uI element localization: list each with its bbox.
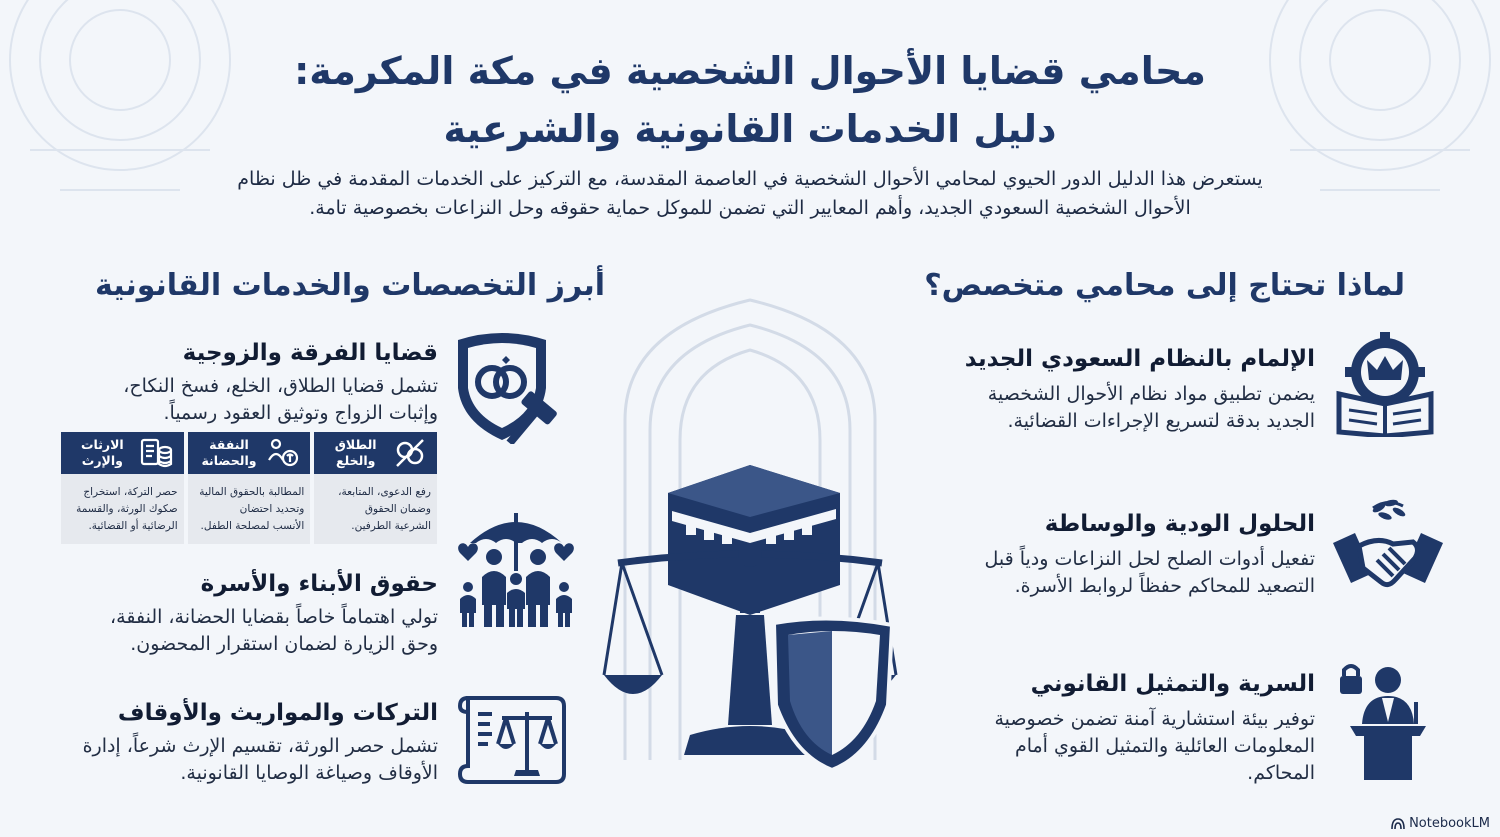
shield-rings-gavel-icon (454, 326, 584, 444)
card-inheritance (61, 432, 184, 544)
card-label: النفقة (209, 437, 249, 452)
card-label: والخلع (335, 453, 376, 468)
why-item-title: السرية والتمثيل القانوني (1030, 671, 1315, 697)
service-item-title: حقوق الأبناء والأسرة (200, 571, 438, 597)
card-divorce (314, 432, 437, 544)
why-heading: لماذا تحتاج إلى محامي متخصص؟ (924, 268, 1405, 303)
page-title-line2: دليل الخدمات القانونية والشرعية (443, 107, 1057, 151)
service-item-desc: تولي اهتماماً خاصاً بقضايا الحضانة، النفقة، (110, 606, 438, 628)
card-text: حصر التركة، استخراج (83, 486, 178, 498)
lawyer-podium-lock-icon (1336, 664, 1436, 782)
service-item-title: التركات والمواريث والأوقاف (117, 700, 438, 726)
document-coins-icon (139, 436, 173, 470)
card-text: الرضائية أو القضائية. (88, 520, 178, 532)
family-umbrella-icon (456, 505, 576, 630)
intro-line2: الأحوال الشخصية السعودي الجديد، وأهم المعايير التي تضمن للموكل حماية حقوقه وحل النزاعات بخصوصية تامة. (309, 197, 1191, 219)
card-text: وضمان الحقوق (364, 503, 431, 515)
service-item-desc: تشمل قضايا الطلاق، الخلع، فسخ النكاح، (123, 375, 438, 397)
card-text: صكوك الورثة، والقسمة (76, 503, 178, 515)
why-item-title: الحلول الودية والوساطة (1044, 511, 1315, 537)
card-text: رفع الدعوى، المتابعة، (338, 486, 431, 498)
service-item-marriage (60, 337, 438, 427)
kaaba-scales-shield-icon (600, 455, 900, 775)
service-item-desc: وإثبات الزواج وتوثيق العقود رسمياً. (163, 402, 438, 424)
card-label: والإرث (81, 453, 123, 468)
service-item-desc: الأوقاف وصياغة الوصايا القانونية. (180, 762, 438, 784)
card-text: وتحديد احتضان (239, 503, 305, 515)
scroll-scales-icon (456, 690, 571, 785)
why-item-mediation (935, 508, 1315, 600)
family-money-icon (266, 436, 300, 470)
service-item-desc: وحق الزيارة لضمان استقرار المحضون. (130, 633, 438, 655)
card-label: والحضانة (201, 453, 257, 468)
broken-rings-icon (393, 436, 427, 470)
why-item-desc: المحاكم. (1247, 762, 1315, 784)
card-text: الشرعية الطرفين. (351, 520, 431, 532)
why-item-regulation (935, 343, 1315, 435)
handshake-olive-icon (1333, 498, 1443, 598)
why-item-desc: يضمن تطبيق مواد نظام الأحوال الشخصية (987, 383, 1315, 405)
service-item-title: قضايا الفرقة والزوجية (182, 340, 438, 366)
card-alimony (188, 432, 311, 544)
intro-line1: يستعرض هذا الدليل الدور الحيوي لمحامي الأحوال الشخصية في العاصمة المقدسة، مع التركيز على الخدمات المقدمة في ظل نظام (237, 168, 1263, 190)
service-item-desc: تشمل حصر الورثة، تقسيم الإرث شرعاً، إدارة (82, 735, 438, 757)
card-text: المطالبة بالحقوق المالية (199, 486, 305, 498)
header (0, 42, 1500, 158)
service-item-children (60, 568, 438, 658)
service-item-inheritance (60, 697, 438, 787)
why-item-title: الإلمام بالنظام السعودي الجديد (964, 346, 1315, 372)
why-item-desc: المعلومات العائلية والتمثيل القوي أمام (1014, 735, 1315, 757)
card-text: الأنسب لمصلحة الطفل. (200, 520, 305, 532)
why-item-desc: تفعيل أدوات الصلح لحل النزاعات ودياً قبل (984, 548, 1315, 570)
services-heading: أبرز التخصصات والخدمات القانونية (95, 268, 606, 303)
notebooklm-logo-icon (1391, 818, 1405, 830)
brand-label: NotebookLM (1409, 816, 1490, 831)
footer-brand (1391, 816, 1490, 831)
why-item-confidentiality (935, 668, 1315, 787)
why-item-desc: توفير بيئة استشارية آمنة تضمن خصوصية (994, 708, 1315, 730)
card-label: الطلاق (334, 437, 377, 452)
why-item-desc: الجديد بدقة لتسريع الإجراءات القضائية. (1007, 410, 1315, 432)
service-cards (61, 432, 437, 544)
book-crown-gear-icon (1333, 332, 1438, 437)
why-item-desc: التصعيد للمحاكم حفظاً لروابط الأسرة. (1014, 575, 1315, 597)
intro-paragraph (190, 165, 1310, 223)
card-label: الارثات (80, 437, 124, 452)
page-title-line1: محامي قضايا الأحوال الشخصية في مكة المكرمة: (294, 49, 1206, 93)
